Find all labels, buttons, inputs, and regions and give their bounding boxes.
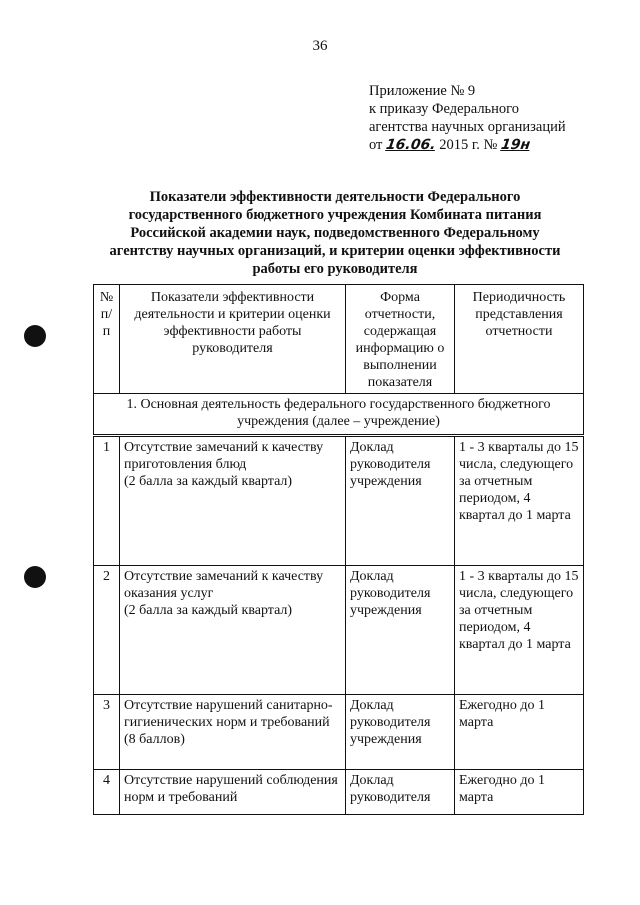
appendix-year: 2015 г. №	[439, 137, 498, 153]
title-line-3: Российской академии наук, подведомственного Федеральному	[130, 225, 540, 241]
appendix-line-2: к приказу Федерального	[369, 101, 520, 117]
row-indicator-text: Отсутствие замечаний к качеству оказания услуг	[124, 569, 324, 601]
row-number: 3	[94, 695, 120, 770]
appendix-block	[369, 82, 566, 154]
row-indicator-score: (8 баллов)	[124, 732, 185, 747]
appendix-line-3: агентства научных организаций	[369, 119, 566, 135]
punch-hole	[24, 566, 46, 588]
table-row	[94, 436, 584, 566]
header-num: № п/п	[94, 285, 120, 394]
row-number: 4	[94, 770, 120, 815]
header-period: Периодичность представления отчетности	[455, 285, 584, 394]
title-line-5: работы его руководителя	[252, 261, 418, 277]
row-indicator-text: Отсутствие нарушений санитарно-гигиенических норм и требований	[124, 698, 333, 730]
row-period: 1 - 3 кварталы до 15 числа, следующего за отчетным периодом, 4 квартал до 1 марта	[455, 566, 584, 695]
handwritten-order-number: 19н	[499, 137, 532, 153]
header-indicator: Показатели эффективности деятельности и критерии оценки эффективности работы руководителя	[120, 285, 346, 394]
row-indicator	[120, 695, 346, 770]
row-indicator-text: Отсутствие замечаний к качеству приготовления блюд	[124, 440, 324, 472]
punch-hole	[24, 325, 46, 347]
row-indicator	[120, 770, 346, 815]
row-form: Доклад руководителя учреждения	[346, 436, 455, 566]
row-form: Доклад руководителя учреждения	[346, 695, 455, 770]
row-form: Доклад руководителя учреждения	[346, 566, 455, 695]
row-indicator	[120, 566, 346, 695]
row-number: 2	[94, 566, 120, 695]
table-header-row	[94, 285, 584, 394]
header-form: Форма отчетности, содержащая информацию о выполнении показателя	[346, 285, 455, 394]
criteria-table	[93, 284, 584, 815]
row-period: Ежегодно до 1 марта	[455, 695, 584, 770]
row-indicator-score: (2 балла за каждый квартал)	[124, 603, 293, 618]
table-row	[94, 770, 584, 815]
row-number: 1	[94, 436, 120, 566]
table-row	[94, 566, 584, 695]
row-form: Доклад руководителя	[346, 770, 455, 815]
row-indicator-score: (2 балла за каждый квартал)	[124, 474, 293, 489]
appendix-line-1: Приложение № 9	[369, 83, 476, 99]
handwritten-date: 16.06.	[384, 137, 437, 153]
appendix-order-line	[369, 136, 566, 154]
section-title: 1. Основная деятельность федерального государственного бюджетного учреждения (далее – учреждение)	[94, 394, 584, 436]
page-number: 36	[312, 38, 328, 54]
appendix-from-prefix: от	[369, 137, 383, 153]
row-indicator-text: Отсутствие нарушений соблюдения норм и требований	[124, 773, 338, 805]
title-line-1: Показатели эффективности деятельности Федерального	[149, 189, 521, 205]
row-indicator	[120, 436, 346, 566]
title-line-4: агентству научных организаций, и критерии оценки эффективности	[109, 243, 561, 259]
row-period: Ежегодно до 1 марта	[455, 770, 584, 815]
table-row	[94, 695, 584, 770]
document-title	[90, 188, 580, 278]
section-row	[94, 394, 584, 436]
row-period: 1 - 3 кварталы до 15 числа, следующего за отчетным периодом, 4 квартал до 1 марта	[455, 436, 584, 566]
title-line-2: государственного бюджетного учреждения Комбината питания	[128, 207, 542, 223]
